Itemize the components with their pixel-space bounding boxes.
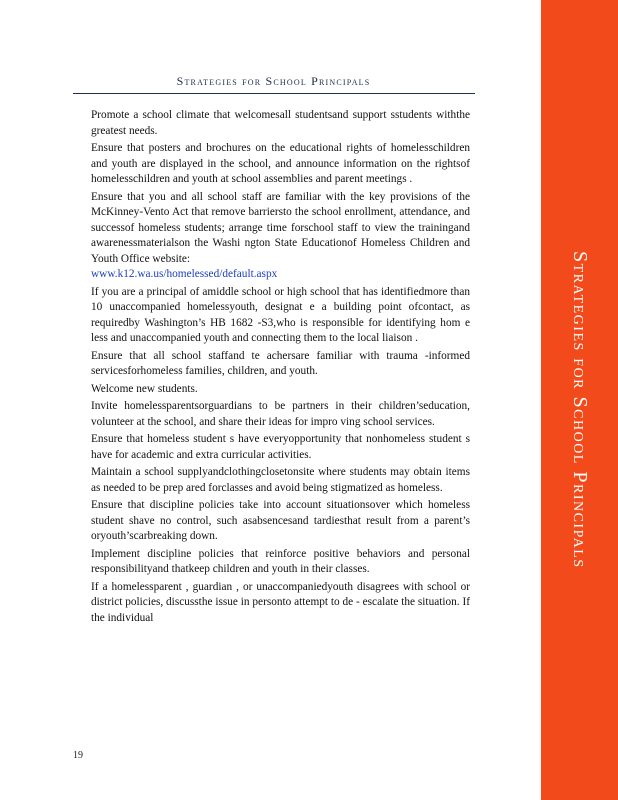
list-item — [70, 141, 470, 188]
sidebar-band — [541, 0, 618, 800]
list-item — [70, 349, 470, 380]
list-item — [70, 399, 470, 430]
list-item — [70, 432, 470, 463]
list-item — [70, 580, 470, 627]
list-item — [70, 108, 470, 139]
list-item-text: Ensure that you and all school staff are familiar with the key provisions of the McKinney-Vento Act that remove barriersto the school enrollment, attendance, and successof homeless students; arrange time forschool staff to view the trainingand awarenessmaterialson the Washi ngton State Educationof Homeless Children and Youth Office website: — [91, 190, 470, 265]
list-item-text: Ensure that all school staffand te achersare familiar with trauma -informed servicesforhomeless families, children, and youth. — [91, 349, 470, 377]
list-item-text: Ensure that homeless student s have everyopportunity that nonhomeless student s have for academic and extra curricular activities. — [91, 433, 470, 461]
list-item — [70, 190, 470, 283]
page-title: Strategies for School Principals — [176, 74, 371, 88]
list-item-text: Maintain a school supplyandclothingclosetonsite where students may obtain items as needed to be prep ared forclasses and avoid being stigmatized as homeless. — [91, 466, 470, 494]
list-item-text: Ensure that posters and brochures on the educational rights of homelesschildren and youth are displayed in the school, and announce information on the rightsof homelesschildren and youth at school assemblies and parent meetings . — [91, 142, 470, 185]
list-item — [70, 547, 470, 578]
list-item-text: Invite homelessparentsorguardians to be partners in their children’seducation, volunteer at the school, and share their ideas for impro ving school services. — [91, 400, 470, 428]
homeless-education-link[interactable]: www.k12.wa.us/homelessed/default.aspx — [91, 268, 278, 280]
list-item-text: Implement discipline policies that reinforce positive behaviors and personal responsibilityand thatkeep children and youth in their classes. — [91, 547, 470, 575]
list-item-text: If a homelessparent , guardian , or unaccompaniedyouth disagrees with school or district policies, discussthe issue in personto attempt to de - escalate the situation. If the individual — [91, 580, 470, 624]
page-number: 19 — [73, 750, 83, 761]
list-item — [70, 382, 470, 398]
strategy-list — [70, 108, 470, 628]
list-item — [70, 465, 470, 496]
list-item-text: Welcome new students. — [91, 382, 198, 395]
list-item — [70, 498, 470, 545]
list-item-text: If you are a principal of amiddle school or high school that has identifiedmore than 10 unaccompanied homelessyouth, designat e a building point ofcontact, as requiredby Washington’s HB 1682 -S3,who is responsible for identifying hom e less and unaccompanied youth and connecting them to the local liaison . — [91, 285, 470, 344]
list-item-text: Promote a school climate that welcomesall studentsand support sstudents withthe greatest needs. — [91, 109, 470, 137]
title-divider — [73, 93, 475, 94]
list-item — [70, 285, 470, 347]
list-item-text: Ensure that discipline policies take into account situationsover which homeless student shave no control, such asabsencesand tardiesthat result from a parent’s oryouth’scarbreaking down. — [91, 499, 470, 542]
sidebar-title: Strategies for School Principals — [569, 251, 591, 569]
